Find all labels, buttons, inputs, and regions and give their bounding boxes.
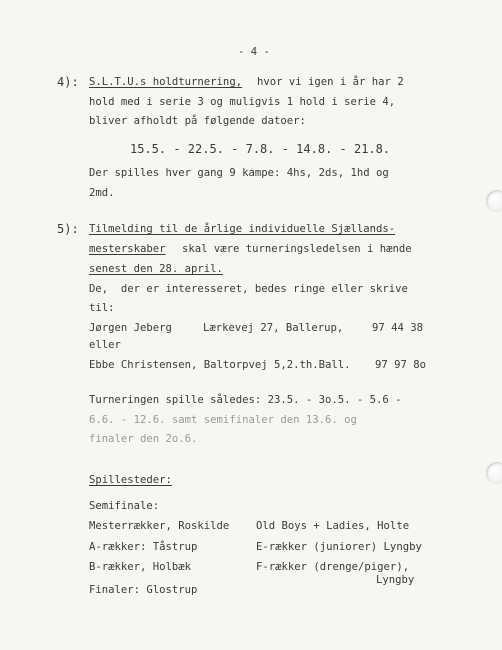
contact-2-phone: 97 97 8o [375, 359, 427, 371]
section-5-title-line1: Tilmelding til de årlige individuelle Sjællands- [89, 223, 396, 235]
venue-row3-right: F-rækker (drenge/piger), [256, 561, 410, 573]
page-number: - 4 - [238, 46, 270, 58]
contact-2-name-address: Ebbe Christensen, Baltorpvej 5,2.th.Ball. [89, 359, 351, 371]
section-5-title-line2b: skal være turneringsledelsen i hænde [182, 243, 412, 255]
section-5-number: 5): [57, 222, 79, 236]
contact-1-address: Lærkevej 27, Ballerup, [203, 322, 344, 334]
section-4-line5: 2md. [89, 187, 115, 199]
section-4-title: S.L.T.U.s holdturnering, [89, 76, 243, 88]
section-4-line3: bliver afholdt på følgende datoer: [89, 115, 306, 127]
section-5-title-line2a: mesterskaber [89, 243, 166, 255]
contact-or: eller [89, 339, 121, 351]
contact-1-name: Jørgen Jeberg [89, 322, 172, 334]
section-5-paragraph-line1: De, der er interesseret, bedes ringe eller skrive [89, 283, 408, 295]
punch-hole-top [486, 190, 502, 212]
tournament-line3: finaler den 2o.6. [89, 433, 198, 445]
venue-row1-left: Mesterrækker, Roskilde [89, 520, 230, 532]
tournament-line1: Turneringen spille således: 23.5. - 3o.5. - 5.6 - [89, 394, 402, 406]
contact-1-phone: 97 44 38 [372, 322, 424, 334]
section-4-line2: hold med i serie 3 og muligvis 1 hold i serie 4, [89, 96, 396, 108]
tournament-line2: 6.6. - 12.6. samt semifinaler den 13.6. og [89, 414, 357, 426]
section-4-dates: 15.5. - 22.5. - 7.8. - 14.8. - 21.8. [130, 142, 391, 156]
venue-row3-right-line2: Lyngby [376, 574, 415, 586]
venue-row3-left: B-rækker, Holbæk [89, 561, 192, 573]
venues-title: Spillesteder: [89, 474, 172, 486]
venue-row2-left: A-rækker: Tåstrup [89, 541, 198, 553]
section-5-paragraph-line2: til: [89, 302, 115, 314]
section-4-line1-rest: hvor vi igen i år har 2 [257, 76, 404, 88]
section-4-line4: Der spilles hver gang 9 kampe: 4hs, 2ds, 1hd og [89, 167, 389, 179]
section-4-number: 4): [57, 75, 79, 89]
venue-row2-right: E-rækker (juniorer) Lyngby [256, 541, 422, 553]
finaler-line: Finaler: Glostrup [89, 584, 198, 596]
semifinale-label: Semifinale: [89, 500, 160, 512]
section-5-title-line3: senest den 28. april. [89, 263, 223, 275]
punch-hole-bottom [486, 462, 502, 484]
venue-row1-right: Old Boys + Ladies, Holte [256, 520, 410, 532]
